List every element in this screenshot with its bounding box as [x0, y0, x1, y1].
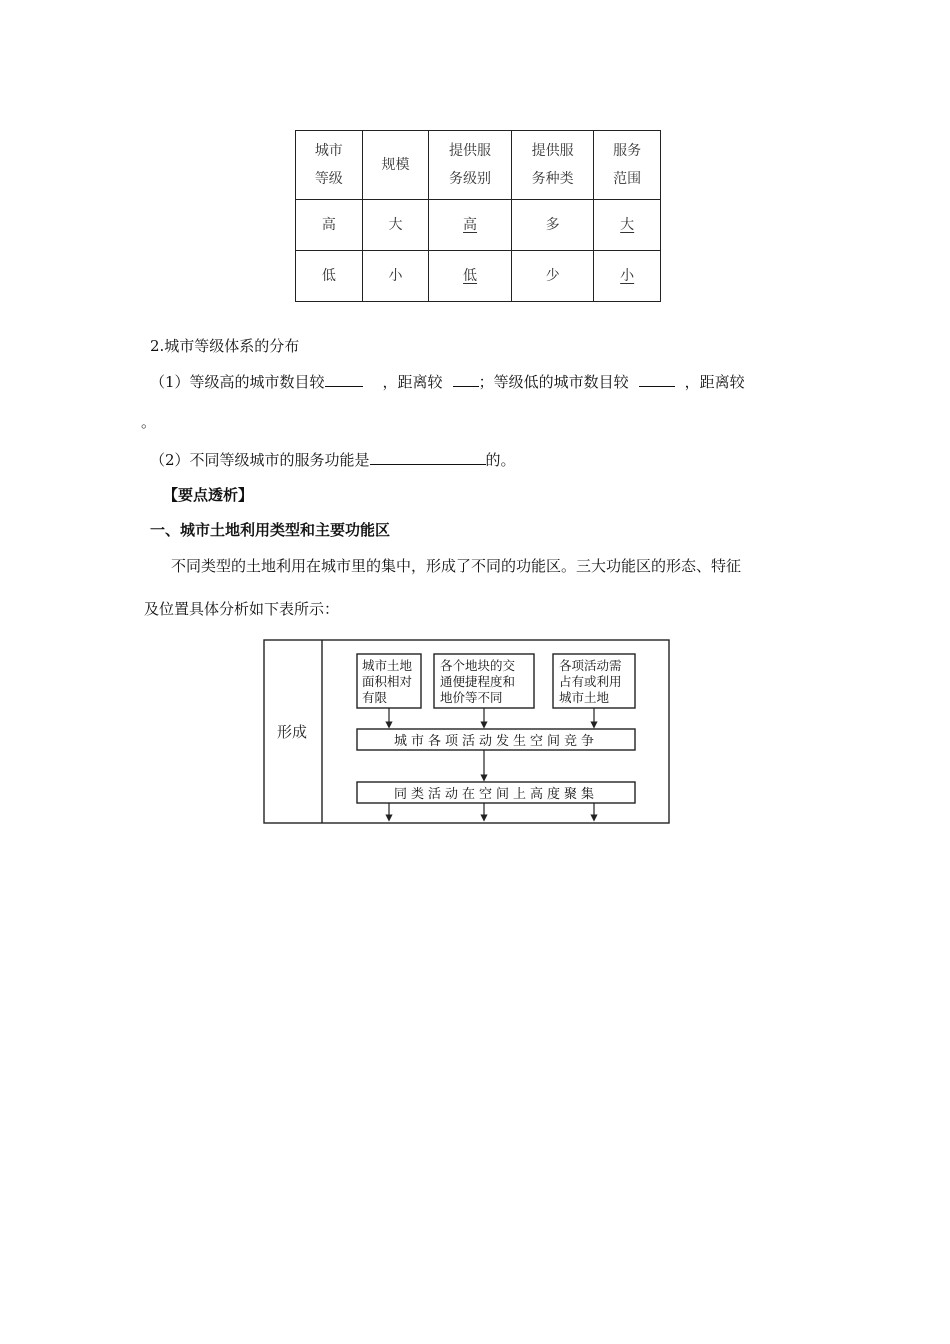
fill-blank-question-1: （1）等级高的城市数目较 ，距离较 ；等级低的城市数目较 ，距离较 — [150, 373, 745, 391]
bar-text: 同类活动在空间上高度聚集 — [393, 787, 599, 802]
header-cell: 服务 范围 — [594, 131, 661, 200]
table-cell: 低 — [429, 251, 512, 302]
header-cell: 规模 — [362, 131, 429, 200]
table-header-row — [296, 131, 661, 200]
box-text: 城市土地 — [559, 690, 610, 705]
table-cell: 低 — [296, 251, 363, 302]
table-cell: 大 — [362, 200, 429, 251]
subsection-heading: 一、城市土地利用类型和主要功能区 — [150, 521, 391, 539]
table-row — [296, 251, 661, 302]
box-text: 面积相对 — [362, 674, 413, 689]
formation-flow-diagram — [262, 636, 672, 825]
table-cell: 高 — [429, 200, 512, 251]
side-label: 形成 — [276, 723, 308, 741]
paragraph-line: 及位置具体分析如下表所示： — [144, 600, 340, 618]
answer-blank[interactable] — [325, 371, 363, 387]
box-text: 通便捷程度和 — [440, 674, 516, 689]
section-title: 2.城市等级体系的分布 — [150, 337, 300, 355]
answer-blank[interactable] — [639, 371, 675, 387]
key-points-heading: 【要点透析】 — [163, 486, 254, 504]
table-cell: 少 — [511, 251, 594, 302]
city-grade-table — [295, 130, 661, 302]
table-cell: 大 — [594, 200, 661, 251]
paragraph-line: 不同类型的土地利用在城市里的集中，形成了不同的功能区。三大功能区的形态、特征 — [171, 557, 742, 575]
box-text: 城市土地 — [362, 658, 413, 673]
box-text: 有限 — [362, 690, 388, 705]
header-cell: 提供服 务种类 — [511, 131, 594, 200]
table-cell: 多 — [511, 200, 594, 251]
box-text: 各个地块的交 — [440, 658, 516, 673]
line-end-period: 。 — [141, 413, 157, 431]
table-row — [296, 200, 661, 251]
city-grade-table-figure — [292, 127, 664, 302]
table-cell: 高 — [296, 200, 363, 251]
box-text: 占有或利用 — [559, 674, 622, 689]
header-cell: 城市 等级 — [296, 131, 363, 200]
fill-blank-question-2: （2）不同等级城市的服务功能是 的。 — [150, 451, 516, 469]
answer-blank[interactable] — [370, 449, 486, 465]
table-cell: 小 — [362, 251, 429, 302]
answer-blank[interactable] — [453, 371, 479, 387]
table-cell: 小 — [594, 251, 661, 302]
box-text: 地价等不同 — [440, 690, 503, 705]
box-text: 各项活动需 — [559, 658, 622, 673]
bar-text: 城市各项活动发生空间竞争 — [393, 734, 599, 749]
header-cell: 提供服 务级别 — [429, 131, 512, 200]
